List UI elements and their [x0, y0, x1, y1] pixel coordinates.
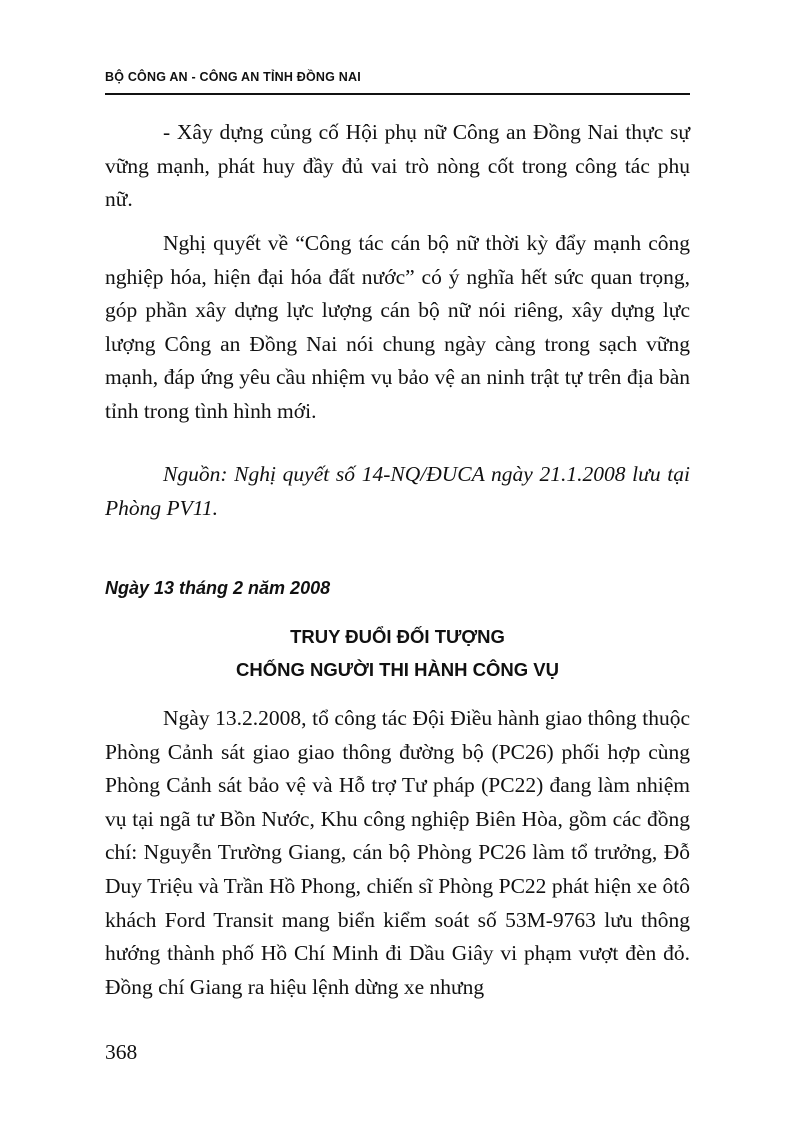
section-title-line-1: TRUY ĐUỔI ĐỐI TƯỢNG	[290, 626, 505, 647]
paragraph-women-association: - Xây dựng củng cố Hội phụ nữ Công an Đồng Nai thực sự vững mạnh, phát huy đầy đủ vai trò nòng cốt trong công tác phụ nữ.	[105, 120, 690, 212]
date-heading: Ngày 13 tháng 2 năm 2008	[105, 578, 331, 598]
running-header: BỘ CÔNG AN - CÔNG AN TỈNH ĐỒNG NAI	[105, 70, 361, 84]
section-title	[105, 620, 690, 686]
paragraph-resolution-significance: Nghị quyết về “Công tác cán bộ nữ thời kỳ đẩy mạnh công nghiệp hóa, hiện đại hóa đất nước” có ý nghĩa hết sức quan trọng, góp phần xây dựng lực lượng cán bộ nữ nói riêng, xây dựng lực lượng Công an Đồng Nai nói chung ngày càng trong sạch vững mạnh, đáp ứng yêu cầu nhiệm vụ bảo vệ an ninh trật tự trên địa bàn tỉnh trong tình hình mới.	[105, 231, 690, 423]
header-rule	[105, 93, 690, 95]
page-number: 368	[105, 1040, 138, 1064]
source-note: Nguồn: Nghị quyết số 14-NQ/ĐUCA ngày 21.1.2008 lưu tại Phòng PV11.	[105, 462, 690, 520]
section-title-line-2: CHỐNG NGƯỜI THI HÀNH CÔNG VỤ	[235, 659, 560, 680]
paragraph-incident-account: Ngày 13.2.2008, tổ công tác Đội Điều hành giao thông thuộc Phòng Cảnh sát giao giao thông đường bộ (PC26) phối hợp cùng Phòng Cảnh sát bảo vệ và Hỗ trợ Tư pháp (PC22) đang làm nhiệm vụ tại ngã tư Bồn Nước, Khu công nghiệp Biên Hòa, gồm các đồng chí: Nguyễn Trường Giang, cán bộ Phòng PC26 làm tổ trưởng, Đỗ Duy Triệu và Trần Hồ Phong, chiến sĩ Phòng PC22 phát hiện xe ôtô khách Ford Transit mang biển kiểm soát số 53M-9763 lưu thông hướng thành phố Hồ Chí Minh đi Dầu Giây vi phạm vượt đèn đỏ. Đồng chí Giang ra hiệu lệnh dừng xe nhưng	[105, 706, 690, 999]
